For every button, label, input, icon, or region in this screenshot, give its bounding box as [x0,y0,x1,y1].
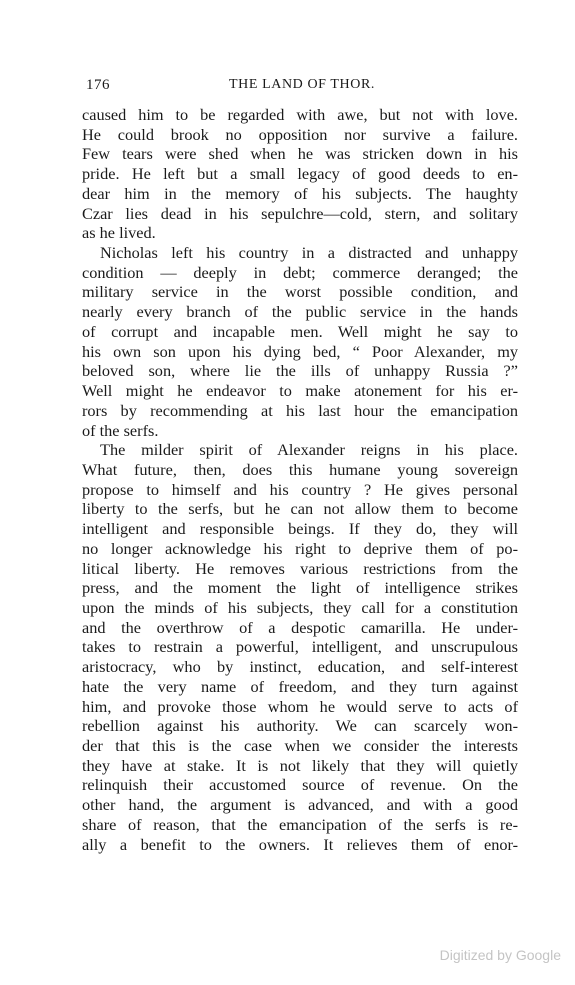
text-line: Czar lies dead in his sepulchre—cold, stern, and solitary [82,203,518,223]
text-line: He could brook no opposition nor survive a failure. [82,124,518,144]
digitized-watermark: Digitized by Google [439,947,561,963]
paragraph-first-line: The milder spirit of Alexander reigns in his place. [100,440,518,460]
text-line: aristocracy, who by instinct, education, and self-interest [82,657,518,677]
text-line: Few tears were shed when he was stricken down in his [82,144,518,164]
paragraph-first-line: Nicholas left his country in a distracted and unhappy [100,243,518,263]
text-line: him, and provoke those whom he would serve to acts of [82,696,518,716]
text-line: beloved son, where lie the ills of unhappy Russia ?” [82,361,518,381]
text-line: der that this is the case when we consider the interests [82,736,518,755]
text-line: rebellion against his authority. We can scarcely won- [82,716,518,736]
text-line: rors by recommending at his last hour the emancipation [82,400,518,420]
page-header [86,77,518,97]
text-line: hate the very name of freedom, and they turn against [82,676,518,696]
text-line: of the serfs. [82,420,159,440]
text-line: What future, then, does this humane young sovereign [82,459,518,479]
text-line: other hand, the argument is advanced, and with a good [82,795,518,815]
text-line: as he lived. [82,223,156,243]
page-number: 176 [86,77,110,93]
text-line: and the overthrow of a despotic camarilla. He under- [82,617,518,637]
text-line: upon the minds of his subjects, they call for a constitution [82,597,518,617]
text-line: takes to restrain a powerful, intelligent, and unscrupulous [82,637,518,657]
text-line: nearly every branch of the public service in the hands [82,302,518,322]
text-line: they have at stake. It is not likely that they will quietly [82,755,518,775]
body-text [82,105,518,854]
text-line: litical liberty. He removes various restrictions from the [82,558,518,578]
text-line: press, and the moment the light of intelligence strikes [82,578,518,598]
text-line: ally a benefit to the owners. It relieves them of enor- [82,834,518,854]
text-line: condition — deeply in debt; commerce deranged; the [82,262,518,282]
running-head: THE LAND OF THOR. [228,77,376,92]
text-line: pride. He left but a small legacy of good deeds to en- [82,164,518,184]
text-line: Well might he endeavor to make atonement for his er- [82,381,518,401]
text-line: military service in the worst possible condition, and [82,282,518,302]
text-line: of corrupt and incapable men. Well might he say to [82,321,518,341]
text-line: propose to himself and his country ? He gives personal [82,479,518,499]
text-line: intelligent and responsible beings. If they do, they will [82,519,518,539]
text-line: no longer acknowledge his right to deprive them of po- [82,538,518,558]
text-line: relinquish their accustomed source of revenue. On the [82,775,518,795]
text-line: caused him to be regarded with awe, but not with love. [82,105,518,124]
text-line: dear him in the memory of his subjects. The haughty [82,183,518,203]
text-line: liberty to the serfs, but he can not allow them to become [82,499,518,519]
text-line: share of reason, that the emancipation of the serfs is re- [82,814,518,834]
text-line: his own son upon his dying bed, “ Poor Alexander, my [82,341,518,361]
